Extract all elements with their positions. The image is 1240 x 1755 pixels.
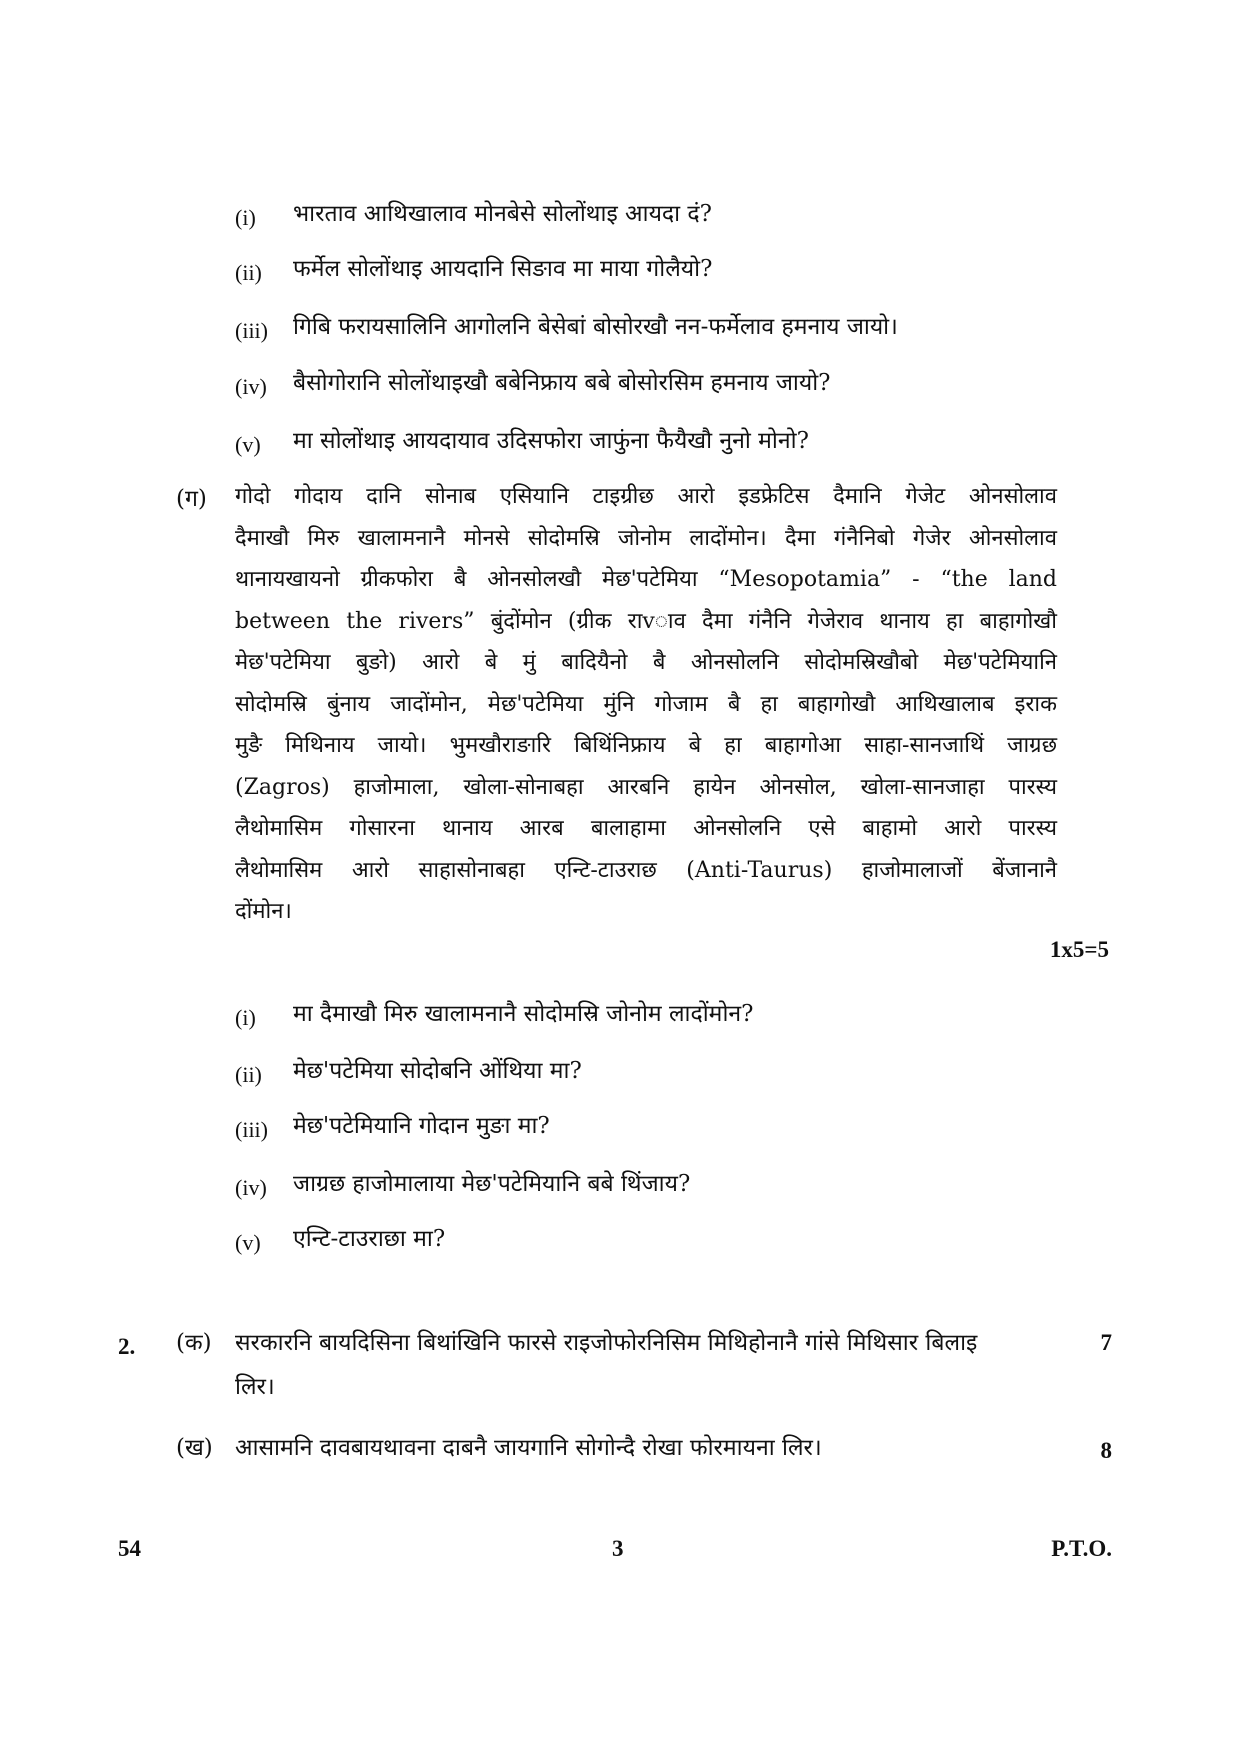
question-text: मेछ'पटेमिया सोदोबनि ओंथिया मा? — [293, 1058, 582, 1084]
question-text: मा दैमाखौ मिरु खालामनानै सोदोमस्रि जोनोम लादोंमोन? — [293, 1001, 754, 1027]
question-number: (i) — [235, 205, 256, 230]
sub-question-label: (क) — [176, 1330, 212, 1356]
question-number: (iv) — [235, 1175, 267, 1200]
passage-line: मुङै मिथिनाय जायो। भुमखौराङारि बिथिंनिफ्राय बे हा बाहागोआ साहा-सानजाथिं जाग्रछ — [235, 733, 1057, 758]
question-text: गिबि फरायसालिनि आगोलनि बेसेबां बोसोरखौ नन-फर्मेलाव हमनाय जायो। — [293, 314, 898, 340]
sub-question-label: (ख) — [176, 1435, 213, 1461]
passage-line: between the rivers” बुंदोंमोन (ग्रीक राvाव दैमा गंनैनि गेजेराव थानाय हा बाहागोखौ — [235, 608, 1057, 634]
section-ga-label: (ग) — [176, 486, 207, 512]
question-text: मेछ'पटेमियानि गोदान मुङा मा? — [293, 1113, 550, 1139]
question-number: (iii) — [235, 1117, 268, 1142]
pto-label: P.T.O. — [1051, 1536, 1112, 1561]
passage-line: लैथोमासिम गोसारना थानाय आरब बालाहामा ओनसोलनि एसे बाहामो आरो पारस्य — [235, 816, 1057, 841]
marks-label: 8 — [1100, 1438, 1112, 1463]
question-number: (v) — [235, 1230, 261, 1255]
passage-line: दैमाखौ मिरु खालामनानै मोनसे सोदोमस्रि जोनोम लादोंमोन। दैमा गंनैनिबो गेजेर ओनसोलाव — [235, 525, 1057, 551]
section-ga-passage — [235, 476, 1057, 933]
question-text: भारताव आथिखालाव मोनबेसे सोलोंथाइ आयदा दं? — [293, 201, 712, 227]
passage-line: सोदोमस्रि बुंनाय जादोंमोन, मेछ'पटेमिया मुंनि गोजाम बै हा बाहागोखौ आथिखालाब इराक — [235, 691, 1057, 717]
question-number: (ii) — [235, 1062, 262, 1087]
question-number: (iv) — [235, 374, 267, 399]
paper-code: 54 — [118, 1536, 141, 1561]
passage-line: गोदो गोदाय दानि सोनाब एसियानि टाइग्रीछ आरो इडफ्रेटिस दैमानि गेजेट ओनसोलाव — [235, 484, 1057, 509]
passage-line: मेछ'पटेमिया बुङो) आरो बे मुं बादियैनो बै ओनसोलनि सोदोमस्रिखौबो मेछ'पटेमियानि — [235, 650, 1057, 675]
question-item — [235, 374, 267, 400]
question-item — [235, 432, 261, 458]
marks-label: 1x5=5 — [1049, 937, 1109, 962]
question-text: फर्मेल सोलोंथाइ आयदानि सिङाव मा माया गोलैयो? — [293, 256, 713, 282]
question-number: (iii) — [235, 318, 268, 343]
question-number: (ii) — [235, 260, 262, 285]
question-number: 2. — [118, 1334, 136, 1359]
question-item — [235, 260, 262, 286]
marks-label: 7 — [1100, 1330, 1112, 1355]
passage-line: लैथोमासिम आरो साहासोनाबहा एन्टि-टाउराछ (Anti-Taurus) हाजोमालाजों बेंजानानै — [235, 857, 1057, 883]
question-text: बैसोगोरानि सोलोंथाइखौ बबेनिफ्राय बबे बोसोरसिम हमनाय जायो? — [293, 370, 831, 396]
question-text: एन्टि-टाउराछा मा? — [293, 1226, 446, 1252]
question-number: (i) — [235, 1005, 256, 1030]
passage-line: थानायखायनो ग्रीकफोरा बै ओनसोलखौ मेछ'पटेमिया “Mesopotamia” - “the land — [235, 567, 1057, 592]
page-number: 3 — [612, 1536, 624, 1561]
passage-line: दोंमोन। — [235, 899, 292, 924]
sub-question-text: लिर। — [235, 1374, 275, 1400]
question-item — [235, 318, 268, 344]
question-number: (v) — [235, 432, 261, 457]
sub-question-text: सरकारनि बायदिसिना बिथांखिनि फारसे राइजोफोरनिसिम मिथिहोनानै गांसे मिथिसार बिलाइ — [235, 1330, 978, 1356]
passage-line: (Zagros) हाजोमाला, खोला-सोनाबहा आरबनि हायेन ओनसोल, खोला-सानजाहा पारस्य — [235, 774, 1057, 800]
question-item — [235, 205, 256, 231]
question-text: जाग्रछ हाजोमालाया मेछ'पटेमियानि बबे थिंजाय? — [293, 1171, 691, 1197]
sub-question-text: आसामनि दावबायथावना दाबनै जायगानि सोगोन्दै रोखा फोरमायना लिर। — [235, 1435, 822, 1461]
question-text: मा सोलोंथाइ आयदायाव उदिसफोरा जाफुंना फैयैखौ नुनो मोनो? — [293, 428, 809, 454]
